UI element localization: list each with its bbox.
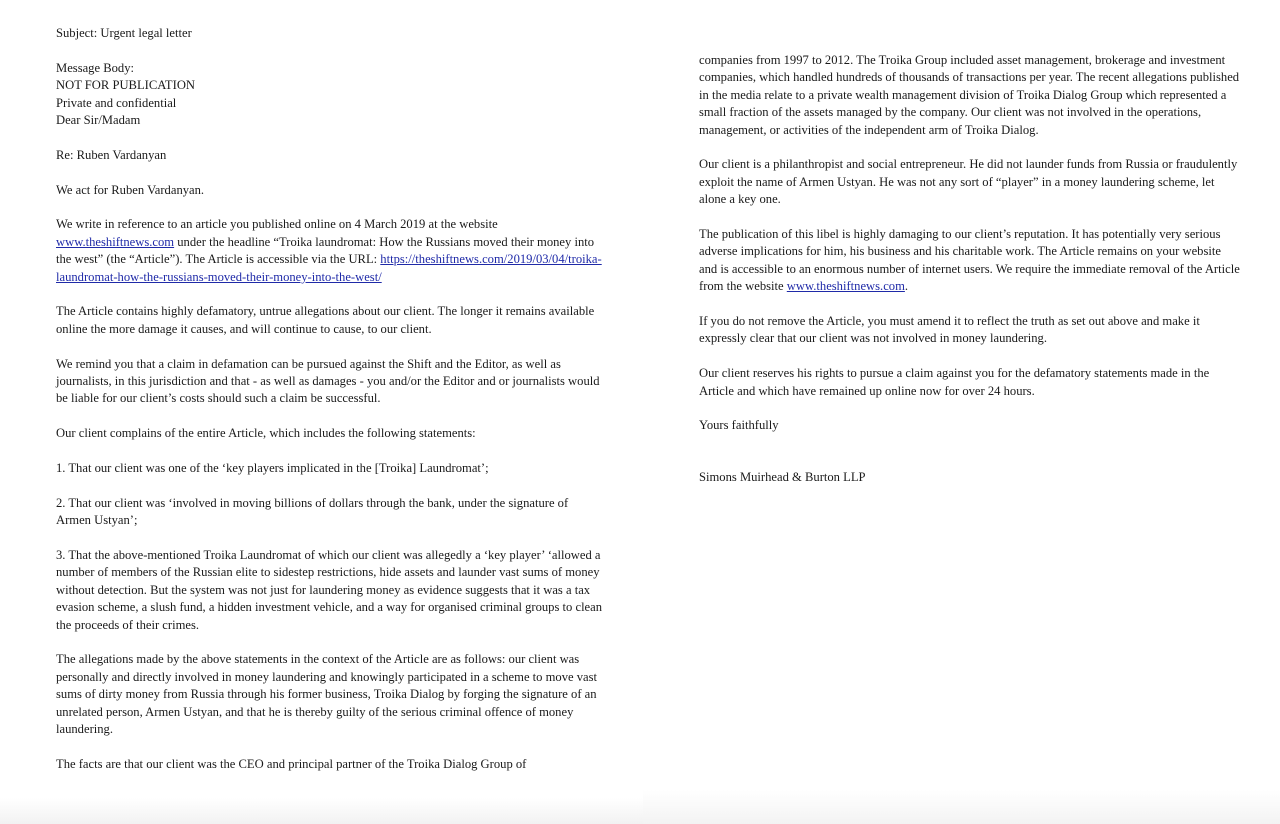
reference-paragraph — [56, 216, 603, 286]
website-link-2[interactable]: www.theshiftnews.com — [786, 279, 905, 294]
facts-paragraph-start: The facts are that our client was the CEO and principal partner of the Troika Dialog Group of — [56, 756, 527, 771]
article-url-link[interactable]: https://theshiftnews.com/2019/03/04/troika-laundromat-how-the-russians-moved-their-money-into-the-west/ — [56, 252, 602, 284]
statement-3: 3. That the above-mentioned Troika Laundromat of which our client was allegedly a ‘key player’ ‘allowed a number of members of the Russian elite to sidestep restrictions, hide assets and launder vast sums of money without detection. But the system was not just for laundering money as evidence suggests that it was a tax evasion scheme, a slush fund, a hidden investment vehicle, and a way for organised criminal groups to clean the proceeds of their crimes. — [56, 548, 603, 632]
allegations-paragraph: The allegations made by the above statements in the context of the Article are as follows: our client was personally and directly involved in money laundering and knowingly participated in a scheme to move vast sums of dirty money from Russia through his former business, Troika Dialog by forging the signature of an unrelated person, Armen Ustyan, and that he is thereby guilty of the serious criminal offence of money laundering. — [56, 652, 598, 737]
confidential-notice: Private and confidential — [56, 95, 177, 110]
act-for-line: We act for Ruben Vardanyan. — [56, 182, 205, 197]
reference-text-2: under the headline “Troika laundromat: How the Russians moved their money into the west” (the “Article”). The Article is accessible via the URL: — [56, 234, 595, 267]
publication-paragraph — [699, 226, 1240, 296]
page-bottom-shadow-right — [643, 790, 1280, 824]
not-for-publication-notice: NOT FOR PUBLICATION — [56, 78, 196, 93]
email-subject: Subject: Urgent legal letter — [56, 26, 192, 40]
message-header — [56, 60, 603, 130]
reserves-paragraph: Our client reserves his rights to pursue a claim against you for the defamatory statements made in the Article and which have remained up online now for over 24 hours. — [699, 366, 1210, 398]
website-link[interactable]: www.theshiftnews.com — [56, 234, 175, 249]
page-bottom-shadow — [0, 798, 643, 824]
reference-text-1: We write in reference to an article you published online on 4 March 2019 at the website — [56, 217, 498, 232]
philanthropist-paragraph: Our client is a philanthropist and social entrepreneur. He did not launder funds from Russia or fraudulently exploit the name of Armen Ustyan. He was not any sort of “player” in a money laundering scheme, let alone a key one. — [699, 157, 1238, 207]
statement-1: 1. That our client was one of the ‘key players implicated in the [Troika] Laundromat’; — [56, 461, 489, 476]
publication-text-1: The publication of this libel is highly damaging to our client’s reputation. It has potentially very serious adverse implications for him, his business and his charitable work. The Article remains on your website and is accessible to an enormous number of internet users. We require the immediate removal of the Article from the website — [699, 227, 1240, 294]
salutation: Dear Sir/Madam — [56, 113, 141, 128]
defamatory-paragraph: The Article contains highly defamatory, untrue allegations about our client. The longer it remains available online the more damage it causes, and will continue to cause, to our client. — [56, 304, 595, 336]
letter-page-right — [643, 0, 1280, 824]
remind-paragraph: We remind you that a claim in defamation can be pursued against the Shift and the Editor, as well as journalists, in this jurisdiction and that - as well as damages - you and/or the Editor and or journalists would be liable for our client’s costs should such a claim be successful. — [56, 356, 600, 406]
signature-line: Simons Muirhead & Burton LLP — [699, 470, 866, 485]
complains-paragraph: Our client complains of the entire Article, which includes the following statements: — [56, 426, 476, 441]
publication-text-2: . — [904, 279, 909, 294]
message-body-label: Message Body: — [56, 60, 135, 75]
amend-paragraph: If you do not remove the Article, you must amend it to reflect the truth as set out above and make it expressly clear that our client was not involved in money laundering. — [699, 314, 1200, 346]
signature-spacer — [699, 452, 1240, 469]
re-line: Re: Ruben Vardanyan — [56, 147, 167, 162]
statement-2: 2. That our client was ‘involved in moving billions of dollars through the bank, under the signature of Armen Ustyan’; — [56, 495, 569, 528]
facts-paragraph-continued: companies from 1997 to 2012. The Troika Group included asset management, brokerage and investment companies, which handled hundreds of thousands of transactions per year. The recent allegations published in the media relate to a private wealth management division of Troika Dialog Group which represented a small fraction of the assets managed by the company. Our client was not involved in the operations, management, or activities of the independent arm of Troika Dialog. — [699, 53, 1240, 137]
closing-line: Yours faithfully — [699, 418, 779, 433]
